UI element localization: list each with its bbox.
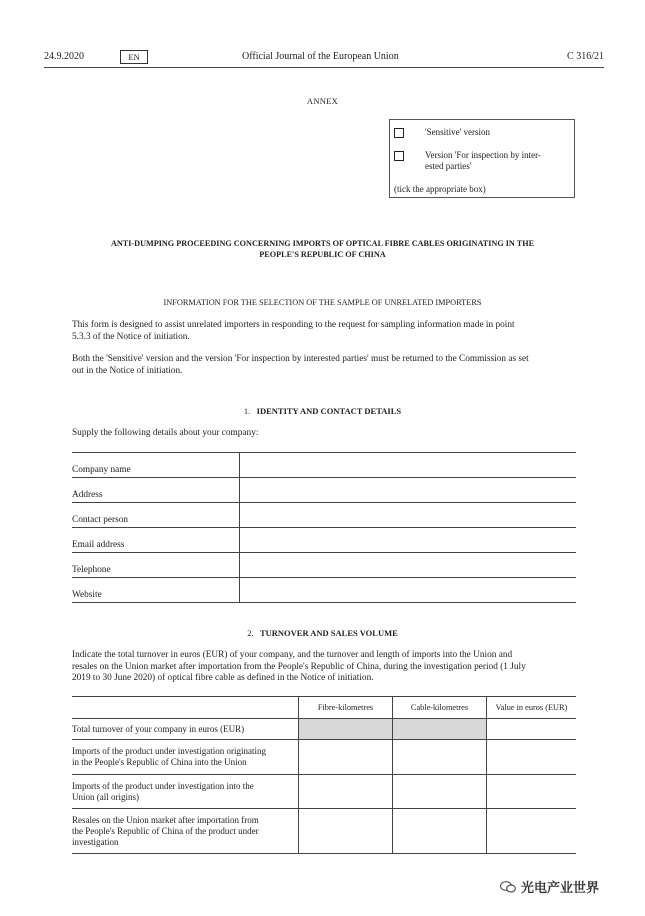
- contact-person-field[interactable]: [240, 503, 577, 528]
- total-turnover-line-1: Total turnover of your company in euros (EUR): [72, 723, 245, 734]
- table-row: [72, 740, 576, 775]
- resales-line-1: Resales on the Union market after importation from: [72, 814, 259, 825]
- website-label: Website: [72, 578, 240, 603]
- inspection-version-checkbox[interactable]: [394, 151, 404, 161]
- table-row: [72, 809, 576, 854]
- email-address-field[interactable]: [240, 528, 577, 553]
- section-2-paragraph: [72, 650, 576, 685]
- page-header: [44, 51, 604, 67]
- fibre-km-header: Fibre-kilometres: [299, 697, 393, 719]
- resales-value-field[interactable]: [487, 809, 577, 854]
- inspection-version-label-line1: Version 'For inspection by inter-: [425, 150, 541, 160]
- identity-details-table: [72, 452, 576, 603]
- tick-instruction: (tick the appropriate box): [394, 184, 486, 194]
- table-row: [72, 775, 576, 809]
- contact-person-label: Contact person: [72, 503, 240, 528]
- publication-date: 24.9.2020: [44, 51, 84, 62]
- language-badge: EN: [120, 50, 148, 64]
- sensitive-version-label: 'Sensitive' version: [425, 127, 490, 137]
- table-row: [72, 719, 576, 740]
- address-field[interactable]: [240, 478, 577, 503]
- imports-china-line-1: Imports of the product under investigation originating: [72, 746, 266, 756]
- imports-all-origins-cable-km-field[interactable]: [393, 775, 487, 809]
- table-header-row: [72, 697, 576, 719]
- table-row: [72, 453, 576, 478]
- section-1-number: 1.: [243, 406, 251, 416]
- company-name-field[interactable]: [240, 453, 577, 478]
- watermark-text: 光电产业世界: [521, 881, 600, 896]
- section-2-number: 2.: [247, 628, 254, 638]
- section-2-paragraph-line-2: resales on the Union market after importation from the People's Republic of China, during the investigation period (1 July: [72, 661, 526, 672]
- resales-line-3: investigation: [72, 836, 119, 847]
- intro-paragraph-1-line-2: 5.3.3 of the Notice of initiation.: [72, 331, 190, 342]
- annex-label: ANNEX: [306, 96, 339, 106]
- telephone-field[interactable]: [240, 553, 577, 578]
- imports-china-cable-km-field[interactable]: [393, 740, 487, 775]
- imports-all-origins-line-2: Union (all origins): [72, 791, 139, 802]
- imports-china-value-field[interactable]: [487, 740, 577, 775]
- section-2-paragraph-line-1: Indicate the total turnover in euros (EUR) of your company, and the turnover and length of imports into the Union and: [72, 650, 513, 660]
- version-checkbox-panel: [389, 119, 575, 198]
- document-subtitle: INFORMATION FOR THE SELECTION OF THE SAMPLE OF UNRELATED IMPORTERS: [163, 298, 482, 307]
- resales-cable-km-field[interactable]: [393, 809, 487, 854]
- turnover-table: [72, 696, 576, 854]
- company-name-label: Company name: [72, 453, 240, 478]
- header-divider: [44, 67, 604, 68]
- cable-km-header: Cable-kilometres: [393, 697, 487, 719]
- intro-paragraph-2-line-1: Both the 'Sensitive' version and the version 'For inspection by interested parties' must be returned to the Commission as set: [72, 354, 529, 364]
- total-turnover-fibre-km-cell: [299, 719, 393, 740]
- imports-all-origins-fibre-km-field[interactable]: [299, 775, 393, 809]
- total-turnover-label: [72, 719, 299, 740]
- imports-all-origins-label: [72, 775, 299, 809]
- document-title: [90, 238, 555, 260]
- inspection-version-label-line2: ested parties': [425, 161, 472, 171]
- table-row: [72, 578, 576, 603]
- intro-paragraph-2-line-2: out in the Notice of initiation.: [72, 365, 183, 376]
- website-field[interactable]: [240, 578, 577, 603]
- section-2-title: TURNOVER AND SALES VOLUME: [259, 628, 398, 638]
- imports-all-origins-line-1: Imports of the product under investigation into the: [72, 780, 254, 791]
- imports-china-line-2: in the People's Republic of China into the Union: [72, 757, 247, 767]
- address-label: Address: [72, 478, 240, 503]
- intro-paragraph-2: [72, 354, 576, 377]
- page-number: C 316/21: [567, 51, 604, 62]
- imports-all-origins-value-field[interactable]: [487, 775, 577, 809]
- section-2-paragraph-line-3: 2019 to 30 June 2020) of optical fibre cable as defined in the Notice of initiation.: [72, 673, 374, 683]
- imports-china-fibre-km-field[interactable]: [299, 740, 393, 775]
- telephone-label: Telephone: [72, 553, 240, 578]
- resales-label: [72, 809, 299, 854]
- table-row: [72, 478, 576, 503]
- chat-bubble-icon: [500, 881, 516, 893]
- total-turnover-cable-km-cell: [393, 719, 487, 740]
- watermark: [500, 877, 599, 896]
- empty-header-cell: [72, 697, 299, 719]
- email-address-label: Email address: [72, 528, 240, 553]
- title-line-2: PEOPLE'S REPUBLIC OF CHINA: [259, 250, 386, 259]
- section-1-heading: [0, 406, 645, 416]
- section-1-title: IDENTITY AND CONTACT DETAILS: [256, 406, 402, 416]
- sensitive-version-checkbox[interactable]: [394, 128, 404, 138]
- value-eur-header: Value in euros (EUR): [487, 697, 577, 719]
- section-1-instruction: Supply the following details about your company:: [72, 428, 259, 438]
- table-row: [72, 503, 576, 528]
- title-line-1: ANTI-DUMPING PROCEEDING CONCERNING IMPORTS OF OPTICAL FIBRE CABLES ORIGINATING IN THE: [110, 239, 535, 248]
- journal-title: Official Journal of the European Union: [242, 51, 399, 62]
- total-turnover-value-field[interactable]: [487, 719, 577, 740]
- table-row: [72, 553, 576, 578]
- resales-fibre-km-field[interactable]: [299, 809, 393, 854]
- resales-line-2: the People's Republic of China of the product under: [72, 825, 259, 836]
- section-2-heading: [0, 628, 645, 638]
- intro-paragraph-1: [72, 320, 576, 343]
- table-row: [72, 528, 576, 553]
- imports-china-label: [72, 740, 299, 775]
- intro-paragraph-1-line-1: This form is designed to assist unrelated importers in responding to the request for sampling information made in point: [72, 320, 515, 330]
